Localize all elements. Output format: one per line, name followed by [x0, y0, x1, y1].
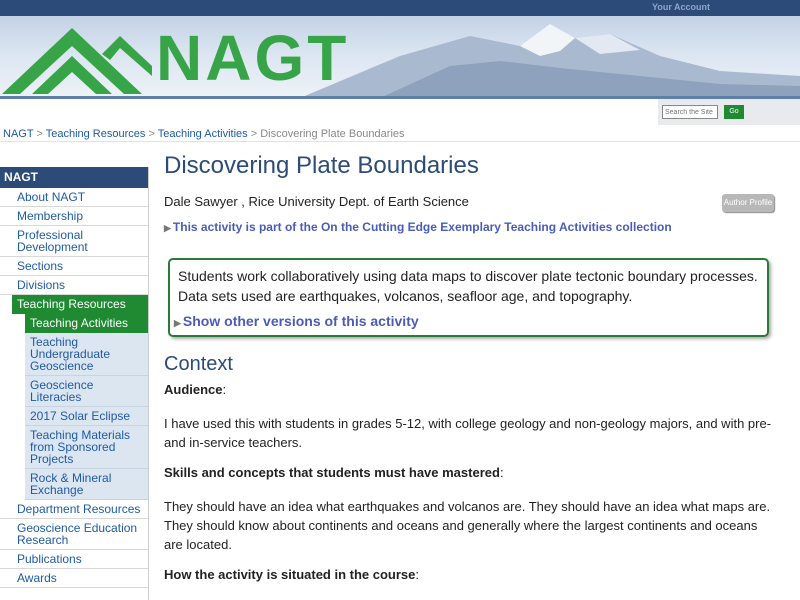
sidebar-sub-solar-eclipse[interactable]: 2017 Solar Eclipse	[25, 407, 148, 426]
sidebar-item-sections[interactable]: Sections	[0, 257, 148, 276]
sidebar-item-publications[interactable]: Publications	[0, 550, 148, 569]
sidebar-heading[interactable]: NAGT	[0, 167, 148, 188]
page-title: Discovering Plate Boundaries	[164, 152, 479, 179]
your-account-link[interactable]: Your Account	[652, 2, 710, 12]
nagt-mountain-logo-icon	[2, 14, 152, 94]
breadcrumb-nagt[interactable]: NAGT	[3, 128, 34, 140]
skills-label: Skills and concepts that students must have mastered	[164, 465, 500, 480]
sidebar-nav	[0, 167, 149, 600]
collection-link-text: This activity is part of the On the Cutting Edge Exemplary Teaching Activities collection	[172, 220, 672, 234]
context-heading: Context	[164, 353, 233, 375]
sidebar-sub-teaching-undergraduate[interactable]: Teaching Undergraduate Geoscience	[25, 333, 148, 376]
audience-text: I have used this with students in grades 5-12, with college geology and non-geology majors, and with pre- and in-service teachers.	[164, 416, 772, 450]
breadcrumb	[3, 128, 405, 140]
collection-link[interactable]	[164, 220, 672, 234]
sidebar-item-teaching-resources[interactable]: Teaching Resources	[12, 295, 148, 314]
audience-label: Audience	[164, 382, 223, 397]
activity-summary: Students work collaboratively using data maps to discover plate tectonic boundary processes. Data sets used are earthquakes, volcanos, seafloor age, and topography.	[178, 268, 758, 304]
skills-label-line: Skills and concepts that students must have mastered:	[164, 465, 504, 480]
sidebar-item-about[interactable]: About NAGT	[0, 188, 148, 207]
summary-box	[168, 258, 769, 337]
sidebar-item-divisions[interactable]: Divisions	[0, 276, 148, 295]
breadcrumb-rule	[0, 141, 800, 142]
audience-label-line: Audience:	[164, 382, 227, 397]
show-versions-link[interactable]	[174, 313, 419, 329]
sidebar-item-professional-development[interactable]: Professional Development	[0, 226, 148, 257]
breadcrumb-teaching-activities[interactable]: Teaching Activities	[157, 128, 248, 140]
author-byline: Dale Sawyer , Rice University Dept. of Earth Science	[164, 194, 469, 209]
sidebar-item-department-resources[interactable]: Department Resources	[0, 500, 148, 519]
breadcrumb-teaching-resources[interactable]: Teaching Resources	[45, 128, 146, 140]
nagt-logo[interactable]: NAGT	[156, 22, 350, 94]
sidebar-item-geoscience-education-research[interactable]: Geoscience Education Research	[0, 519, 148, 550]
sidebar-sub-geoscience-literacies[interactable]: Geoscience Literacies	[25, 376, 148, 407]
show-versions-text: Show other versions of this activity	[182, 313, 419, 329]
skills-text: They should have an idea what earthquakes and volcanos are. They should have an idea what maps are. They should know about continents and oceans and generally where the largest continents and oceans are located.	[164, 499, 771, 552]
situated-label-line: How the activity is situated in the course:	[164, 567, 420, 582]
sidebar-sub-rock-mineral-exchange[interactable]: Rock & Mineral Exchange	[25, 469, 148, 500]
expand-triangle-icon: ▶	[174, 318, 181, 328]
situated-label: How the activity is situated in the course	[164, 567, 416, 582]
search-go-button[interactable]: Go	[724, 105, 744, 119]
sidebar-item-awards[interactable]: Awards	[0, 569, 148, 588]
sidebar-sub-sponsored-projects[interactable]: Teaching Materials from Sponsored Projects	[25, 426, 148, 469]
sidebar-item-membership[interactable]: Membership	[0, 207, 148, 226]
expand-triangle-icon: ▶	[164, 223, 171, 233]
breadcrumb-current: Discovering Plate Boundaries	[260, 128, 405, 140]
breadcrumb-separator: >	[250, 128, 258, 140]
search-input[interactable]	[662, 105, 718, 119]
breadcrumb-separator: >	[148, 128, 155, 140]
search-area	[658, 99, 800, 125]
breadcrumb-separator: >	[36, 128, 43, 140]
sidebar-sub-teaching-activities[interactable]: Teaching Activities	[25, 314, 148, 333]
author-profile-button[interactable]: Author Profile	[722, 194, 774, 212]
